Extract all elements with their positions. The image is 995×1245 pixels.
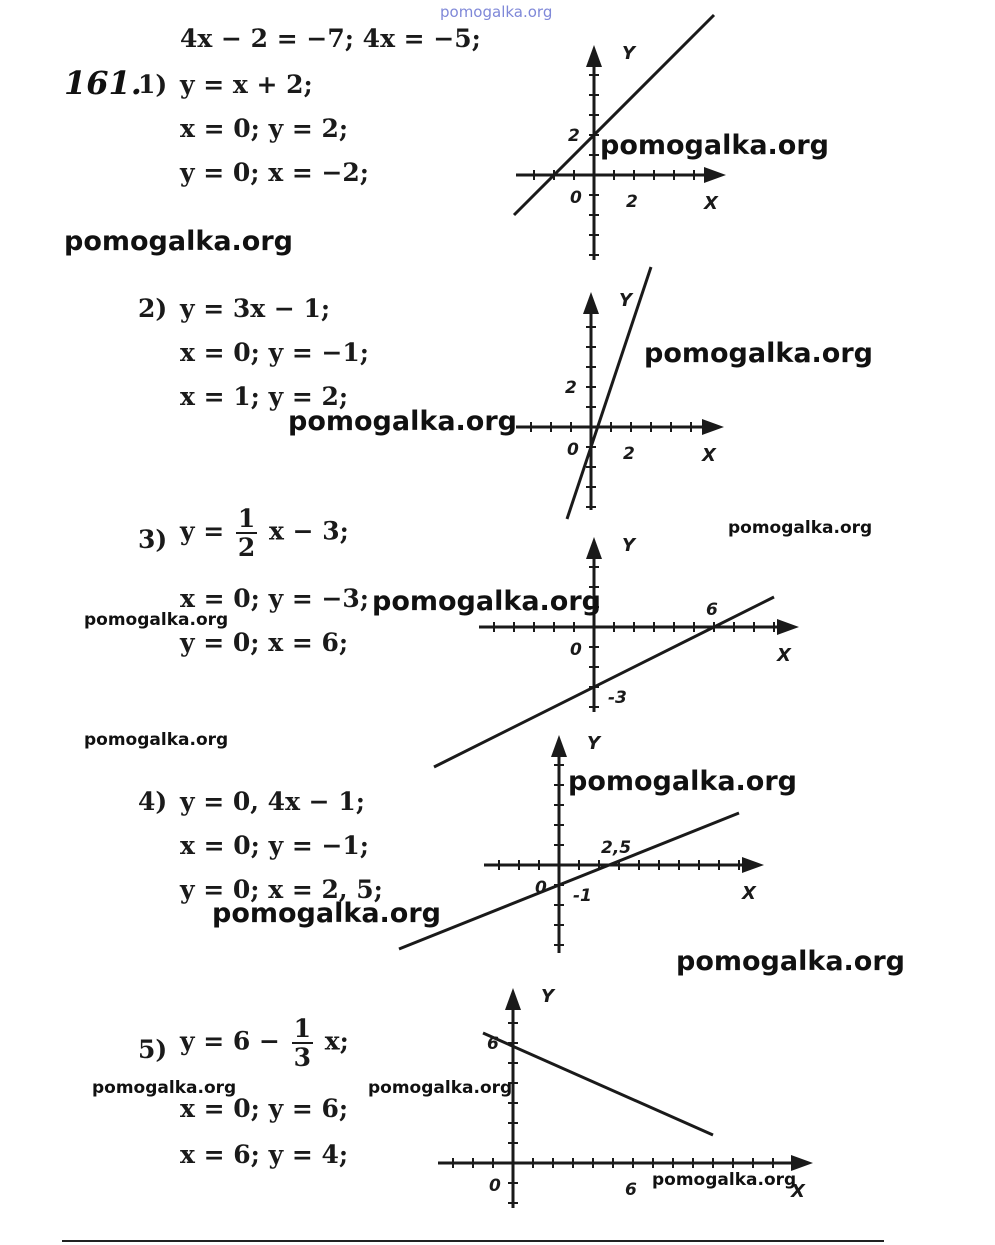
item-5-row-1: x = 0; y = 6; — [180, 1094, 349, 1123]
y-axis-label: Y — [541, 986, 555, 1007]
item-5-row-2: x = 6; y = 4; — [180, 1140, 349, 1169]
watermark: pomogalka.org — [212, 898, 441, 929]
origin-label: 0 — [489, 1176, 501, 1196]
item-1-equation: y = x + 2; — [180, 70, 313, 99]
item-5-equation-prefix: y = 6 − — [180, 1026, 280, 1056]
item-3-equation-prefix: y = — [180, 516, 225, 546]
intro-equation-line: 4x − 2 = −7; 4x = −5; — [180, 24, 481, 53]
x-axis-label: X — [704, 193, 718, 214]
x-axis-label: X — [777, 645, 791, 666]
x-tick-label: 6 — [625, 1180, 637, 1200]
x-tick-label: 6 — [706, 600, 718, 620]
item-3-fraction-denominator: 2 — [237, 533, 256, 562]
x-tick-label: 2 — [626, 192, 638, 212]
y-axis-label: Y — [622, 43, 636, 64]
origin-label: 0 — [535, 878, 547, 898]
item-4-row-2: y = 0; x = 2, 5; — [180, 875, 383, 904]
watermark: pomogalka.org — [644, 338, 873, 369]
top-watermark: pomogalka.org — [440, 3, 553, 21]
item-1-row-1: x = 0; y = 2; — [180, 114, 349, 143]
item-3-equation-suffix: x − 3; — [269, 516, 349, 546]
item-2-row-1: x = 0; y = −1; — [180, 338, 370, 367]
item-2-row-2: x = 1; y = 2; — [180, 382, 349, 411]
x-axis-arrow-icon — [791, 1155, 813, 1171]
watermark: pomogalka.org — [676, 946, 905, 977]
watermark: pomogalka.org — [64, 226, 293, 257]
watermark: pomogalka.org — [600, 130, 829, 161]
item-5-equation-suffix: x; — [324, 1026, 349, 1056]
item-4-row-1: x = 0; y = −1; — [180, 831, 370, 860]
item-5-fraction-numerator: 1 — [293, 1014, 312, 1043]
x-tick-label: 2,5 — [601, 838, 632, 858]
item-1-row-2: y = 0; x = −2; — [180, 158, 370, 187]
watermark: pomogalka.org — [728, 518, 873, 538]
x-tick-label: 2 — [623, 444, 635, 464]
problem-number: 161. — [64, 64, 142, 102]
y-tick-label: -3 — [608, 688, 627, 708]
y-axis-label: Y — [622, 535, 636, 556]
y-axis-arrow-icon — [505, 988, 521, 1010]
item-2-number: 2) — [138, 294, 168, 323]
watermark: pomogalka.org — [372, 586, 601, 617]
watermark: pomogalka.org — [84, 730, 229, 750]
item-2-equation: y = 3x − 1; — [180, 294, 331, 323]
y-tick-label: 2 — [568, 126, 580, 146]
watermark: pomogalka.org — [368, 1078, 513, 1098]
watermark: pomogalka.org — [92, 1078, 237, 1098]
item-4-equation: y = 0, 4x − 1; — [180, 787, 365, 816]
item-5-number: 5) — [138, 1035, 168, 1064]
item-1-number: 1) — [138, 70, 168, 99]
item-4-number: 4) — [138, 787, 168, 816]
y-axis-label: Y — [587, 733, 601, 754]
bottom-rule — [62, 1240, 884, 1242]
x-axis-label: X — [742, 883, 756, 904]
item-3-row-2: y = 0; x = 6; — [180, 628, 349, 657]
item-5-fraction-denominator: 3 — [293, 1043, 312, 1072]
item-3-row-1: x = 0; y = −3; — [180, 584, 370, 613]
origin-label: 0 — [570, 640, 582, 660]
origin-label: 0 — [567, 440, 579, 460]
item-3-fraction-numerator: 1 — [237, 504, 256, 533]
y-tick-label: -1 — [573, 886, 592, 906]
x-axis-label: X — [791, 1181, 805, 1202]
y-axis-label: Y — [619, 290, 633, 311]
y-tick-label: 6 — [487, 1034, 499, 1054]
origin-label: 0 — [570, 188, 582, 208]
watermark: pomogalka.org — [288, 406, 517, 437]
x-axis-label: X — [702, 445, 716, 466]
watermark: pomogalka.org — [84, 610, 229, 630]
y-tick-label: 2 — [565, 378, 577, 398]
watermark: pomogalka.org — [568, 766, 797, 797]
watermark: pomogalka.org — [652, 1170, 797, 1190]
item-3-number: 3) — [138, 525, 168, 554]
